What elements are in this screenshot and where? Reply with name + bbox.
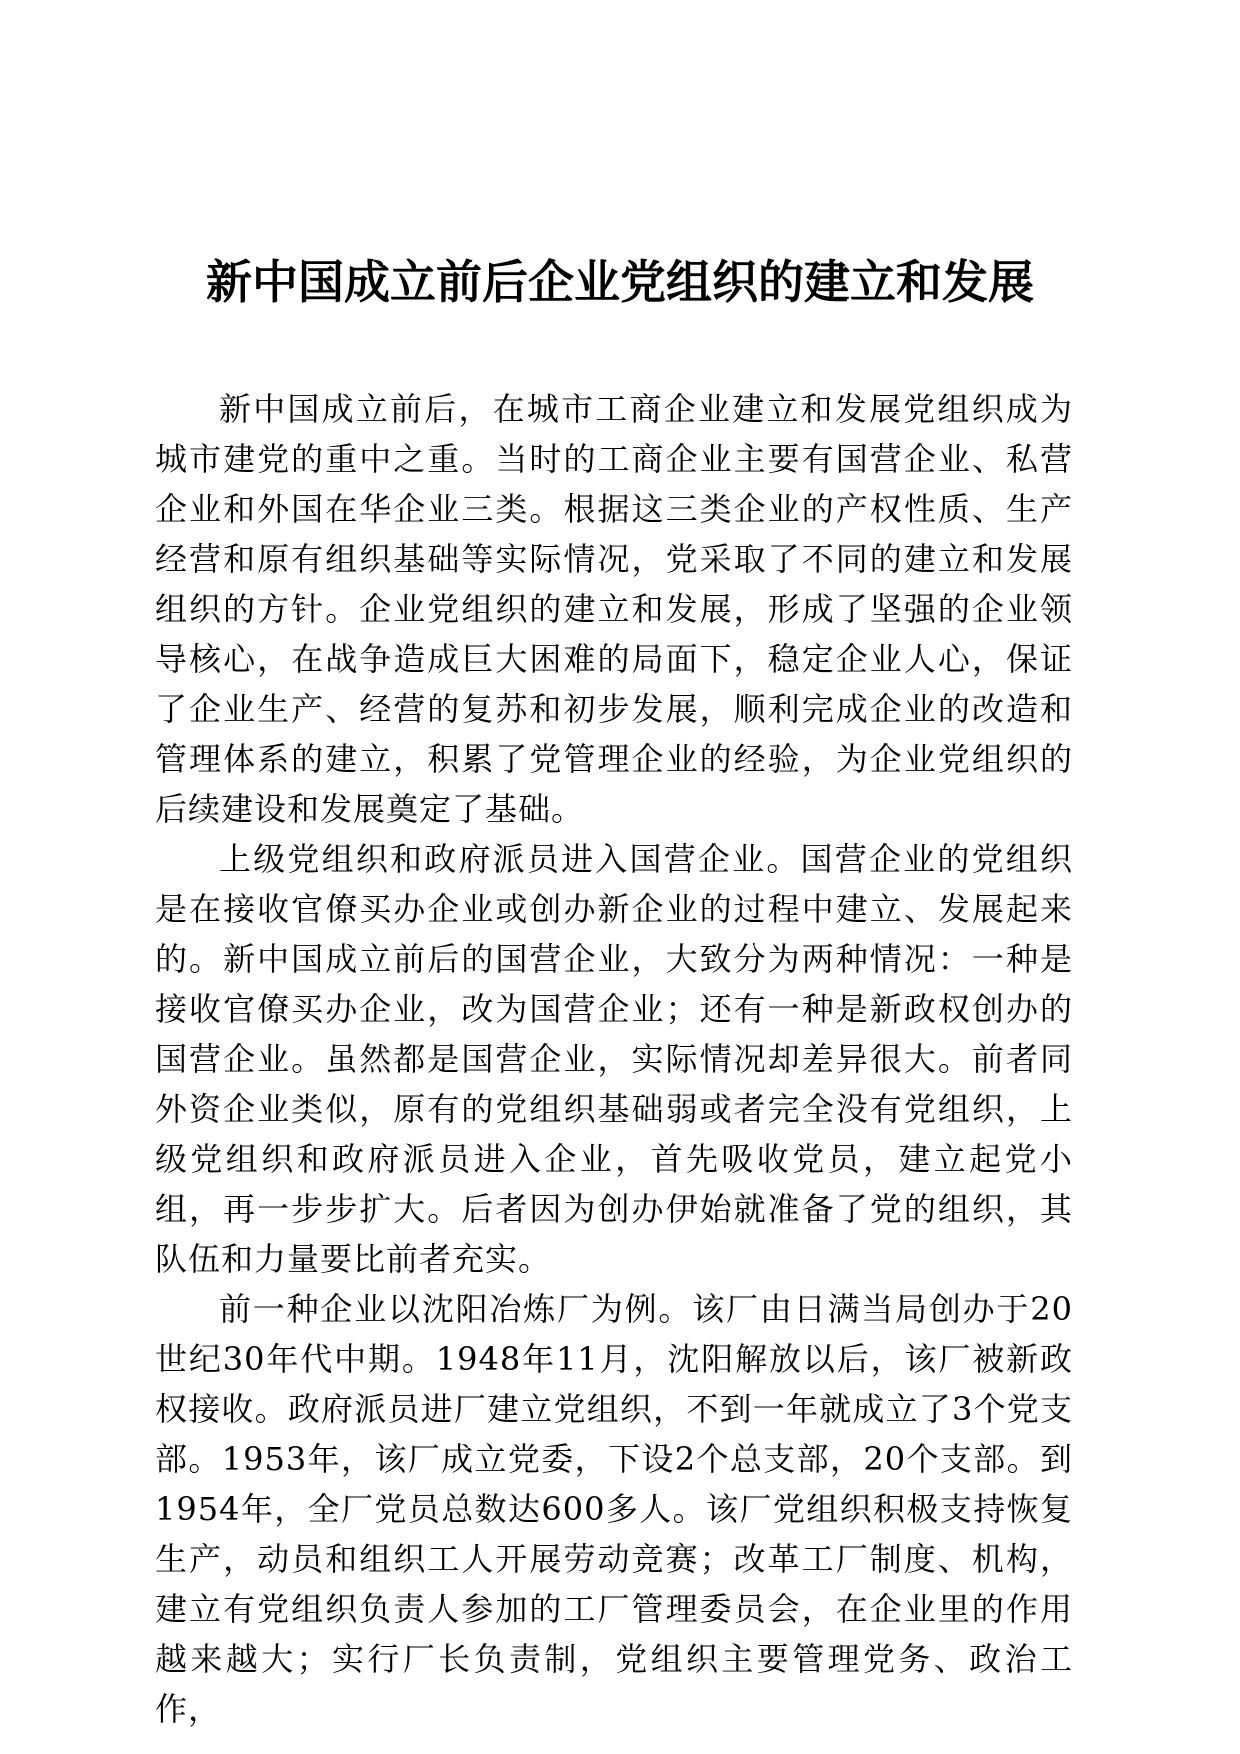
paragraph-1: 新中国成立前后，在城市工商企业建立和发展党组织成为城市建党的重中之重。当时的工商企业主要有国营企业、私营企业和外国在华企业三类。根据这三类企业的产权性质、生产经营和原有组织基础等实际情况，党采取了不同的建立和发展组织的方针。企业党组织的建立和发展，形成了坚强的企业领导核心，在战争造成巨大困难的局面下，稳定企业人心，保证了企业生产、经营的复苏和初步发展，顺利完成企业的改造和管理体系的建立，积累了党管理企业的经验，为企业党组织的后续建设和发展奠定了基础。 <box>155 390 1073 828</box>
document-title: 新中国成立前后企业党组织的建立和发展 <box>206 255 1034 309</box>
document-body <box>155 384 1073 1734</box>
paragraph-2: 上级党组织和政府派员进入国营企业。国营企业的党组织是在接收官僚买办企业或创办新企业的过程中建立、发展起来的。新中国成立前后的国营企业，大致分为两种情况：一种是接收官僚买办企业，改为国营企业；还有一种是新政权创办的国营企业。虽然都是国营企业，实际情况却差异很大。前者同外资企业类似，原有的党组织基础弱或者完全没有党组织，上级党组织和政府派员进入企业，首先吸收党员，建立起党小组，再一步步扩大。后者因为创办伊始就准备了党的组织，其队伍和力量要比前者充实。 <box>155 840 1073 1278</box>
paragraph-3: 前一种企业以沈阳冶炼厂为例。该厂由日满当局创办于20世纪30年代中期。1948年11月，沈阳解放以后，该厂被新政权接收。政府派员进厂建立党组织，不到一年就成立了3个党支部。1953年，该厂成立党委，下设2个总支部，20个支部。到1954年，全厂党员总数达600多人。该厂党组织积极支持恢复生产，动员和组织工人开展劳动竞赛；改革工厂制度、机构，建立有党组织负责人参加的工厂管理委员会，在企业里的作用越来越大；实行厂长负责制，党组织主要管理党务、政治工作， <box>155 1290 1073 1728</box>
